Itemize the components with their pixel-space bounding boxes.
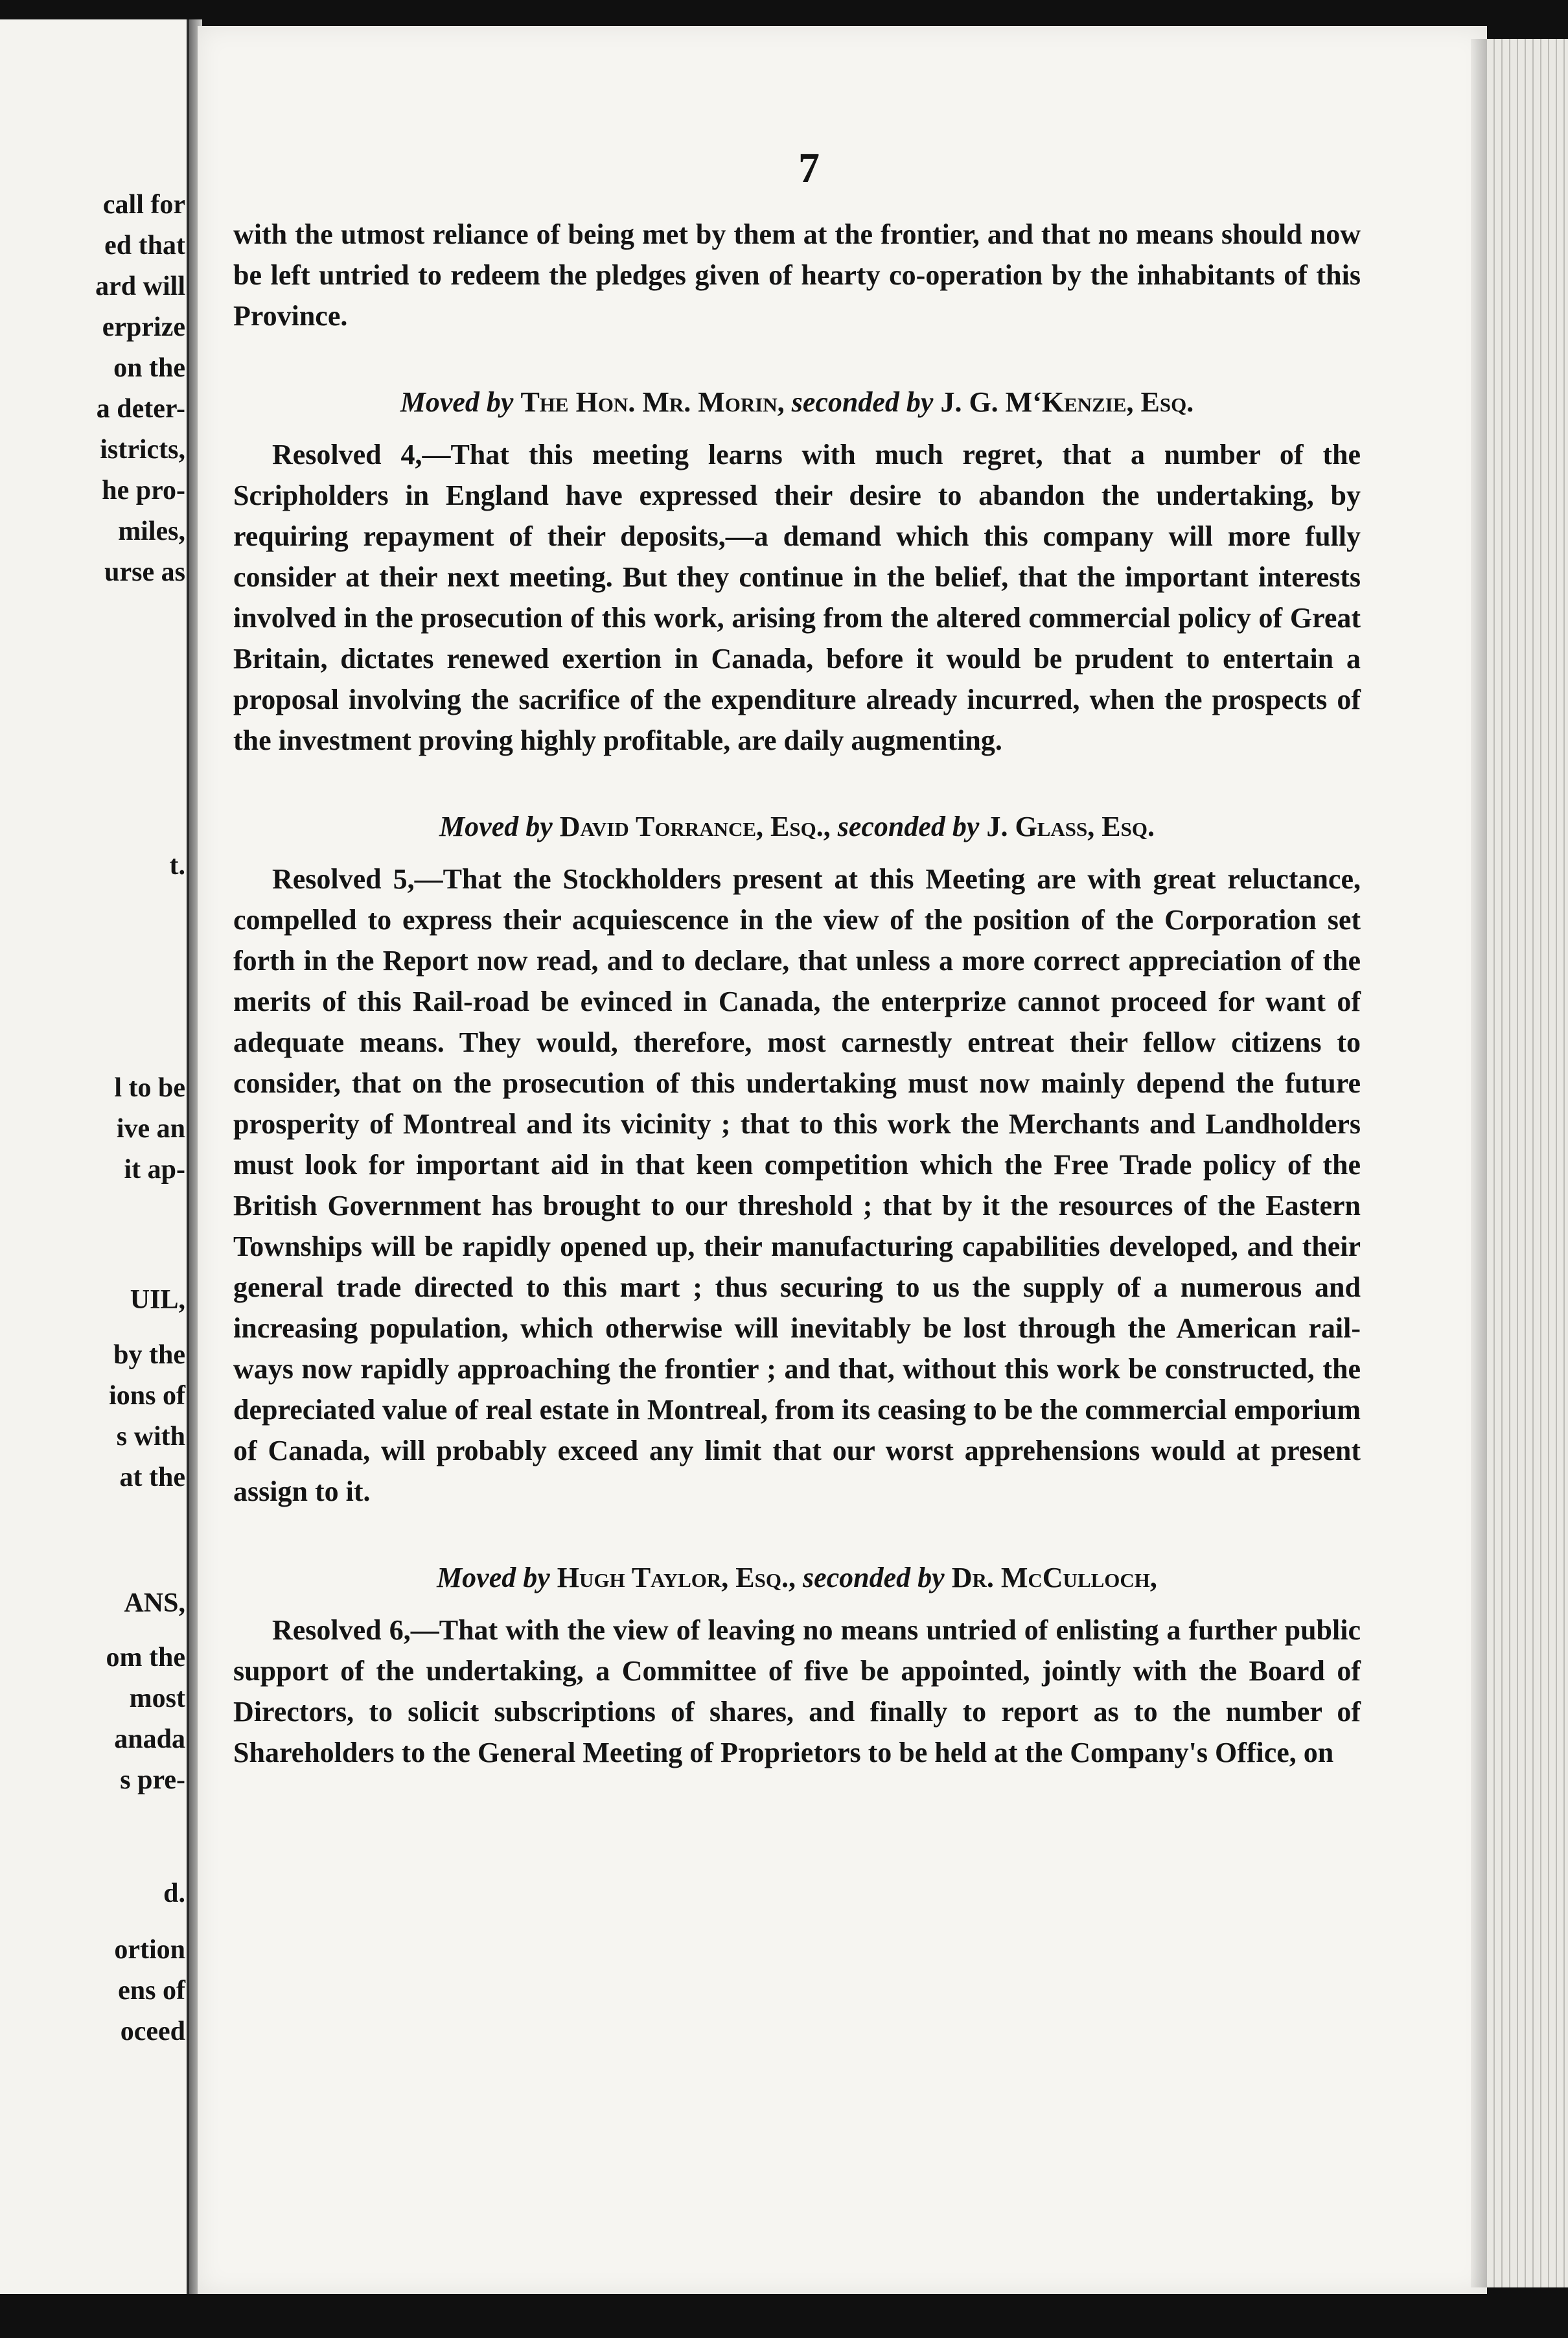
seconder-name: Dr. McCulloch, [951,1562,1157,1593]
resolution-paragraph: Resolved 6,—That with the view of leaving no means untried of enlisting a further public support of the undertaking, a Committee of five be appointed, jointly with the Board of Directors, to solicit subscriptions of shares, and finally to report as to the number of Shareholders to the General Meeting of Proprietors to be held at the Company's Office, on [233,1614,1361,1768]
opening-paragraph: with the utmost reliance of being met by them at the frontier, and that no means should now be left untried to redeem the pledges given of hearty co-operation by the inhabitants of this Province. [233,218,1361,332]
left-page-fragment: ANS, [124,1588,185,1618]
left-page-fragment: d. [163,1879,185,1908]
motion-heading [233,382,1361,422]
left-page-fragment: at the [119,1463,185,1492]
motion-heading [233,1557,1361,1598]
left-page-fragment: ard will [95,272,185,301]
moved-by-label: Moved by [400,386,514,418]
left-page-fragment: miles, [118,516,185,546]
left-page-fragment: anada [114,1724,185,1754]
left-page-fragment: ens of [118,1976,185,2006]
left-page-fragment: s pre- [120,1765,185,1795]
left-page-fragment: ions of [109,1381,185,1411]
mover-name: The Hon. Mr. Morin, [520,386,785,418]
left-page-fragment: t. [169,851,185,881]
moved-by-label: Moved by [439,811,553,842]
left-page-fragment: by the [113,1340,185,1370]
left-page-fragment: call for [102,190,185,220]
left-page-fragment: it ap- [124,1155,185,1185]
left-page-fragment: s with [116,1422,185,1452]
left-page-fragment: UIL, [130,1285,185,1315]
left-page-fragment: ive an [116,1114,185,1144]
mover-name: Hugh Taylor, Esq., [557,1562,796,1593]
document-body [233,214,1361,1773]
left-page-fragment: most [129,1684,185,1713]
left-page-fragment: om the [106,1643,185,1672]
left-page-fragment: l to be [114,1073,185,1103]
left-page-fragment: ed that [104,231,185,260]
motion-heading [233,806,1361,847]
seconder-name: J. Glass, Esq. [986,811,1155,842]
resolution-paragraph: Resolved 5,—That the Stockholders present at this Meeting are with great reluctance, compelled to express their acquiescence in the view of the position of the Corporation set forth in the Report now read, and to declare, that unless a more correct appreciation of the merits of this Rail-road be evinced in Canada, the enterprize cannot proceed for want of adequate means. They would, therefore, most carnestly entreat their fellow citizens to consider, that on the prosecution of this undertaking must now mainly depend the future prosperity of Montreal and its vicinity ; that to this work the Merchants and Landholders must look for important aid in that keen competition which the Free Trade policy of the British Government has brought to our threshold ; that by it the resources of the Eastern Townships will be rapidly opened up, their manufacturing capabilities developed, and their general trade directed to this mart ; thus securing to us the supply of a numerous and increasing population, which otherwise will inevitably be lost through the American rail-ways now rapidly approaching the frontier ; and that, without this work be constructed, the depreciated value of real estate in Montreal, from its ceasing to be the commercial emporium of Canada, will probably exceed any limit that our worst apprehensions would at present assign to it. [233,863,1361,1507]
left-page-fragment: he pro- [102,476,185,505]
seconder-name: J. G. M‘Kenzie, Esq. [940,386,1194,418]
moved-by-label: Moved by [437,1562,550,1593]
left-page-fragment: a deter- [96,394,185,424]
left-page-fragment: oceed [120,2017,185,2046]
resolution-paragraph: Resolved 4,—That this meeting learns with much regret, that a number of the Scripholders in England have expressed their desire to abandon the undertaking, by requiring repayment of their deposits,—a demand which this company will more fully consider at their next meeting. But they continue in the belief, that the important interests involved in the prosecution of this work, arising from the altered commercial policy of Great Britain, dictates renewed exertion in Canada, before it would be prudent to entertain a proposal involving the sacrifice of the expenditure already incurred, when the prospects of the investment proving highly profitable, are daily augmenting. [233,439,1361,756]
left-page-fragment: istricts, [100,435,185,465]
mover-name: David Torrance, Esq., [559,811,831,842]
left-page-fragment: on the [113,353,185,383]
page-edges [1487,39,1568,2287]
seconded-by-label: seconded by [802,1562,945,1593]
page-number: 7 [798,145,820,192]
seconded-by-label: seconded by [837,811,980,842]
seconded-by-label: seconded by [791,386,934,418]
left-facing-page [0,19,189,2294]
left-page-fragment: erprize [102,312,185,342]
left-page-fragment: urse as [104,557,185,587]
left-page-fragment: ortion [114,1935,185,1965]
